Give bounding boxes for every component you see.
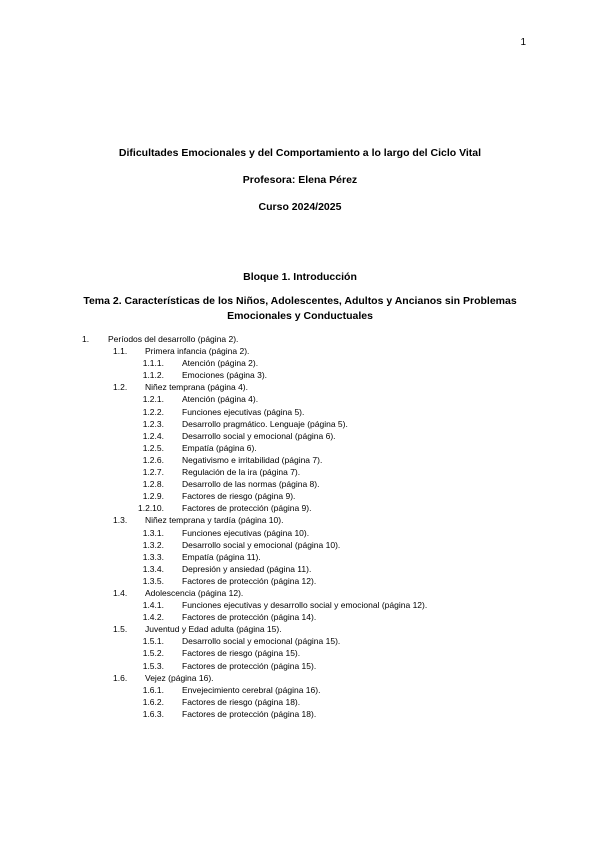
toc-entry-text: Factores de protección (página 12). bbox=[182, 575, 317, 586]
block-title: Bloque 1. Introducción bbox=[243, 271, 357, 283]
toc-entry-text: Funciones ejecutivas y desarrollo social y emocional (página 12). bbox=[182, 600, 428, 611]
toc-entry bbox=[0, 369, 600, 381]
toc-entry-number: 1.1. bbox=[113, 346, 128, 357]
toc-entry-text: Juventud y Edad adulta (página 15). bbox=[145, 624, 282, 635]
toc-entry bbox=[0, 454, 600, 466]
toc-entry bbox=[0, 611, 600, 623]
toc-entry bbox=[0, 587, 600, 599]
toc-entry-number: 1.5.2. bbox=[142, 648, 164, 659]
toc-entry-number: 1.3.2. bbox=[142, 539, 164, 550]
toc-entry-text: Factores de riesgo (página 15). bbox=[182, 648, 301, 659]
toc-entry-text: Desarrollo pragmático. Lenguaje (página 5). bbox=[182, 418, 348, 429]
toc-entry bbox=[0, 466, 600, 478]
toc-entry-number: 1.3.5. bbox=[142, 575, 164, 586]
toc-entry-text: Primera infancia (página 2). bbox=[145, 346, 250, 357]
toc-entry-number: 1.4.2. bbox=[142, 612, 164, 623]
table-of-contents bbox=[0, 333, 600, 720]
toc-entry bbox=[0, 551, 600, 563]
toc-entry bbox=[0, 672, 600, 684]
toc-entry bbox=[0, 406, 600, 418]
toc-entry-text: Empatía (página 6). bbox=[182, 442, 257, 453]
toc-entry bbox=[0, 539, 600, 551]
toc-entry bbox=[0, 599, 600, 611]
toc-entry-number: 1.2.9. bbox=[142, 491, 164, 502]
toc-entry bbox=[0, 345, 600, 357]
toc-entry-number: 1.2.10. bbox=[138, 503, 164, 514]
toc-entry bbox=[0, 623, 600, 635]
professor-name: Profesora: Elena Pérez bbox=[242, 174, 358, 186]
toc-entry-number: 1.2. bbox=[113, 382, 128, 393]
toc-entry-text: Funciones ejecutivas (página 10). bbox=[182, 527, 310, 538]
toc-entry-text: Empatía (página 11). bbox=[182, 551, 261, 562]
toc-entry-number: 1.5.3. bbox=[142, 660, 164, 671]
course-year: Curso 2024/2025 bbox=[258, 201, 342, 213]
toc-entry-text: Factores de protección (página 15). bbox=[182, 660, 317, 671]
toc-entry-text: Factores de protección (página 18). bbox=[182, 708, 317, 719]
toc-entry-number: 1.1.2. bbox=[142, 370, 164, 381]
toc-entry-text: Vejez (página 16). bbox=[145, 672, 214, 683]
toc-entry-text: Atención (página 2). bbox=[182, 358, 259, 369]
toc-entry bbox=[0, 514, 600, 526]
toc-entry bbox=[0, 442, 600, 454]
toc-entry bbox=[0, 635, 600, 647]
toc-entry-text: Períodos del desarrollo (página 2). bbox=[108, 334, 239, 344]
toc-entry bbox=[0, 357, 600, 369]
toc-entry-text: Niñez temprana (página 4). bbox=[145, 382, 249, 393]
toc-entry-number: 1.6.3. bbox=[142, 708, 164, 719]
toc-entry bbox=[0, 708, 600, 720]
toc-entry-text: Factores de riesgo (página 18). bbox=[182, 696, 301, 707]
page-number: 1 bbox=[520, 37, 526, 48]
toc-entry-number: 1.4. bbox=[113, 587, 128, 598]
toc-entry-text: Emociones (página 3). bbox=[182, 370, 268, 381]
toc-entry-text: Envejecimiento cerebral (página 16). bbox=[182, 684, 321, 695]
toc-entry-number: 1.4.1. bbox=[142, 600, 164, 611]
toc-entry-number: 1.2.6. bbox=[142, 454, 164, 465]
toc-entry-text: Factores de riesgo (página 9). bbox=[182, 491, 296, 502]
toc-entry-text: Desarrollo de las normas (página 8). bbox=[182, 479, 320, 490]
toc-entry-text: Niñez temprana y tardía (página 10). bbox=[145, 515, 284, 526]
toc-entry-text: Negativismo e irritabilidad (página 7). bbox=[182, 454, 323, 465]
toc-entry bbox=[0, 575, 600, 587]
toc-entry-number: 1.1.1. bbox=[142, 358, 164, 369]
toc-entry bbox=[0, 502, 600, 514]
toc-entry bbox=[0, 490, 600, 502]
toc-entry-number: 1.3.3. bbox=[142, 551, 164, 562]
toc-entry-number: 1. bbox=[82, 334, 90, 344]
toc-entry-number: 1.2.1. bbox=[142, 394, 164, 405]
toc-entry-text: Desarrollo social y emocional (página 10). bbox=[182, 539, 341, 550]
toc-entry bbox=[0, 647, 600, 659]
toc-entry bbox=[0, 393, 600, 405]
toc-entry-number: 1.6.2. bbox=[142, 696, 164, 707]
toc-entry bbox=[0, 684, 600, 696]
toc-entry-number: 1.2.4. bbox=[142, 430, 164, 441]
toc-entry bbox=[0, 381, 600, 393]
toc-entry bbox=[0, 418, 600, 430]
toc-entry-text: Factores de protección (página 14). bbox=[182, 612, 317, 623]
toc-entry-number: 1.3.1. bbox=[142, 527, 164, 538]
toc-entry bbox=[0, 696, 600, 708]
toc-entry bbox=[0, 660, 600, 672]
toc-entry-text: Atención (página 4). bbox=[182, 394, 259, 405]
toc-entry-text: Factores de protección (página 9). bbox=[182, 503, 312, 514]
toc-entry-number: 1.6. bbox=[113, 672, 128, 683]
toc-entry-number: 1.3.4. bbox=[142, 563, 164, 574]
toc-entry bbox=[0, 478, 600, 490]
toc-entry bbox=[0, 333, 600, 345]
toc-entry-text: Adolescencia (página 12). bbox=[145, 587, 244, 598]
toc-entry-number: 1.2.5. bbox=[142, 442, 164, 453]
document-title: Dificultades Emocionales y del Comportamiento a lo largo del Ciclo Vital bbox=[118, 147, 482, 159]
toc-entry-number: 1.3. bbox=[113, 515, 128, 526]
toc-entry-text: Regulación de la ira (página 7). bbox=[182, 467, 301, 478]
topic-title: Tema 2. Características de los Niños, Adolescentes, Adultos y Ancianos sin Problemas Emocionales y Conductuales bbox=[83, 295, 517, 322]
toc-entry-number: 1.5.1. bbox=[142, 636, 164, 647]
toc-entry-text: Depresión y ansiedad (página 11). bbox=[182, 563, 312, 574]
toc-entry-number: 1.2.2. bbox=[142, 406, 164, 417]
toc-entry bbox=[0, 563, 600, 575]
toc-entry-text: Funciones ejecutivas (página 5). bbox=[182, 406, 305, 417]
toc-entry bbox=[0, 430, 600, 442]
toc-entry-text: Desarrollo social y emocional (página 6). bbox=[182, 430, 336, 441]
toc-entry-text: Desarrollo social y emocional (página 15). bbox=[182, 636, 341, 647]
toc-entry-number: 1.5. bbox=[113, 624, 128, 635]
toc-entry bbox=[0, 527, 600, 539]
toc-entry-number: 1.6.1. bbox=[142, 684, 164, 695]
toc-entry-number: 1.2.3. bbox=[142, 418, 164, 429]
toc-entry-number: 1.2.7. bbox=[142, 467, 164, 478]
document-header bbox=[0, 146, 600, 214]
toc-entry-number: 1.2.8. bbox=[142, 479, 164, 490]
